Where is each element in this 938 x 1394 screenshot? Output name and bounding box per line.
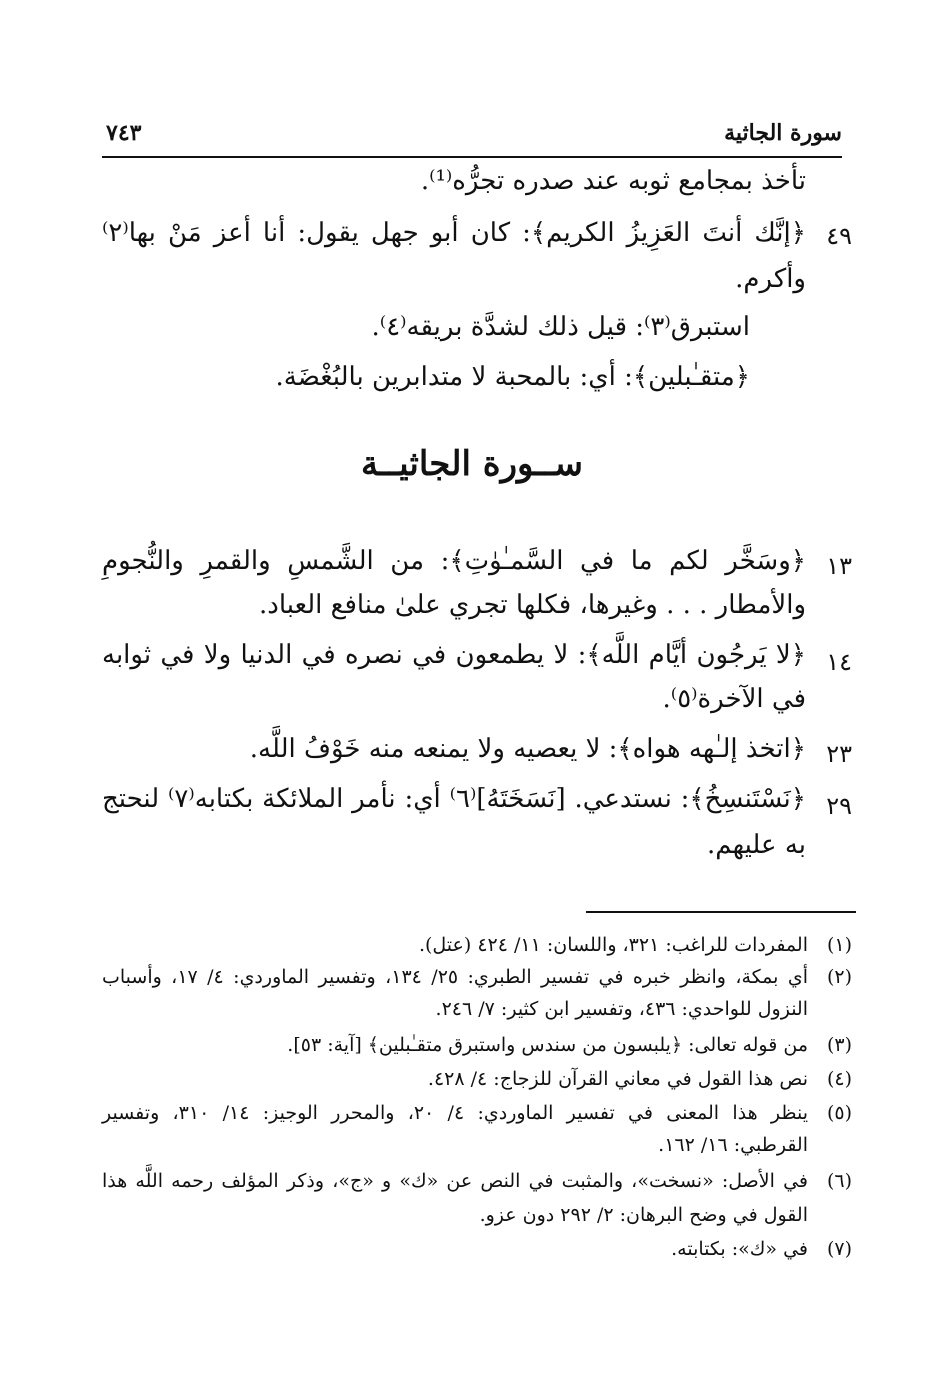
verse-text-line: وأكرم. [735,264,806,294]
footnote-number: (٣) [826,1034,852,1056]
footnote-text: في الأصل: «نسخت»، والمثبت في النص عن «ك» و «ج»، وذكر المؤلف رحمه اللَّه هذا [102,1170,808,1192]
footnote-text: أي بمكة، وانظر خبره في تفسير الطبري: ٢٥/ ١٣٤، وتفسير الماوردي: ٤/ ١٧، وأسباب [102,966,808,988]
footnote-text: من قوله تعالى: ﴿يلبسون من سندس واستبرق متقـٰبلين﴾ [آية: ٥٣]. [287,1034,808,1056]
running-header-surah-name: سورة الجاثية [724,120,842,146]
verse-number: ١٤ [826,648,852,676]
footnote-number: (٦) [826,1170,852,1192]
footnote-text: القرطبي: ١٦/ ١٦٢. [658,1134,808,1156]
surah-heading: ســورة الجاثيــة [360,444,584,484]
verse-text-line: ﴿إنَّك أنتَ العَزِيزُ الكريم﴾: كان أبو جهل يقول: أنا أعز مَنْ بها⁽٢⁾ [102,218,806,248]
running-header [102,112,842,158]
footnote-text: النزول للواحدي: ٤٣٦، وتفسير ابن كثير: ٧/ ٢٤٦. [435,998,808,1020]
verse-number: ٢٣ [826,740,852,768]
text-line: ﴿متقـٰبلين﴾: أي: بالمحبة لا متدابرين بالبُغْضَة. [275,362,750,392]
verse-text-line: به عليهم. [707,830,806,860]
footnote-number: (١) [826,934,852,956]
footnote-number: (٥) [826,1102,852,1124]
footnote-text: نص هذا القول في معاني القرآن للزجاج: ٤/ ٤٢٨. [427,1068,808,1090]
text-line: تأخذ بمجامع ثوبه عند صدره تجرُّه⁽¹⁾. [420,166,806,196]
verse-text-line: ﴿اتخذ إلـٰهه هواه﴾: لا يعصيه ولا يمنعه منه خَوْفُ اللَّه. [249,734,806,764]
footnote-text: المفردات للراغب: ٣٢١، واللسان: ١١/ ٤٢٤ (عتل). [418,934,808,956]
verse-number: ١٣ [826,552,852,580]
verse-text-line: في الآخرة⁽٥⁾. [662,684,806,714]
verse-number: ٤٩ [826,222,852,250]
footnote-text: ينظر هذا المعنى في تفسير الماوردي: ٤/ ٢٠، والمحرر الوجيز: ١٤/ ٣١٠، وتفسير [102,1102,808,1124]
text-line: استبرق⁽٣⁾: قيل ذلك لشدَّة بريقه⁽٤⁾. [371,312,750,342]
footnote-number: (٧) [826,1238,852,1260]
verse-number: ٢٩ [826,792,852,820]
footnote-number: (٤) [826,1068,852,1090]
verse-text-line: والأمطار . . . وغيرها، فكلها تجري علىٰ منافع العباد. [259,590,806,620]
footnote-separator [586,911,856,913]
verse-text-line: ﴿وسَخَّر لكم ما في السَّمـٰوٰتِ﴾: من الشَّمسِ والقمرِ والنُّجومِ [102,546,806,576]
footnote-text: القول في وضح البرهان: ٢/ ٢٩٢ دون عزو. [479,1204,808,1226]
footnote-number: (٢) [826,966,852,988]
verse-text-line: ﴿نَسْتَنسِخُ﴾: نستدعي. [نَسَخَتَهُ]⁽٦⁾ أي: نأمر الملائكة بكتابه⁽٧⁾ لنحتج [102,784,807,814]
footnote-text: في «ك»: بكتابته. [671,1238,808,1260]
page-number: ٧٤٣ [106,120,142,146]
verse-text-line: ﴿لا يَرجُون أيَّام اللَّه﴾: لا يطمعون في نصره في الدنيا ولا في ثوابه [102,640,806,670]
